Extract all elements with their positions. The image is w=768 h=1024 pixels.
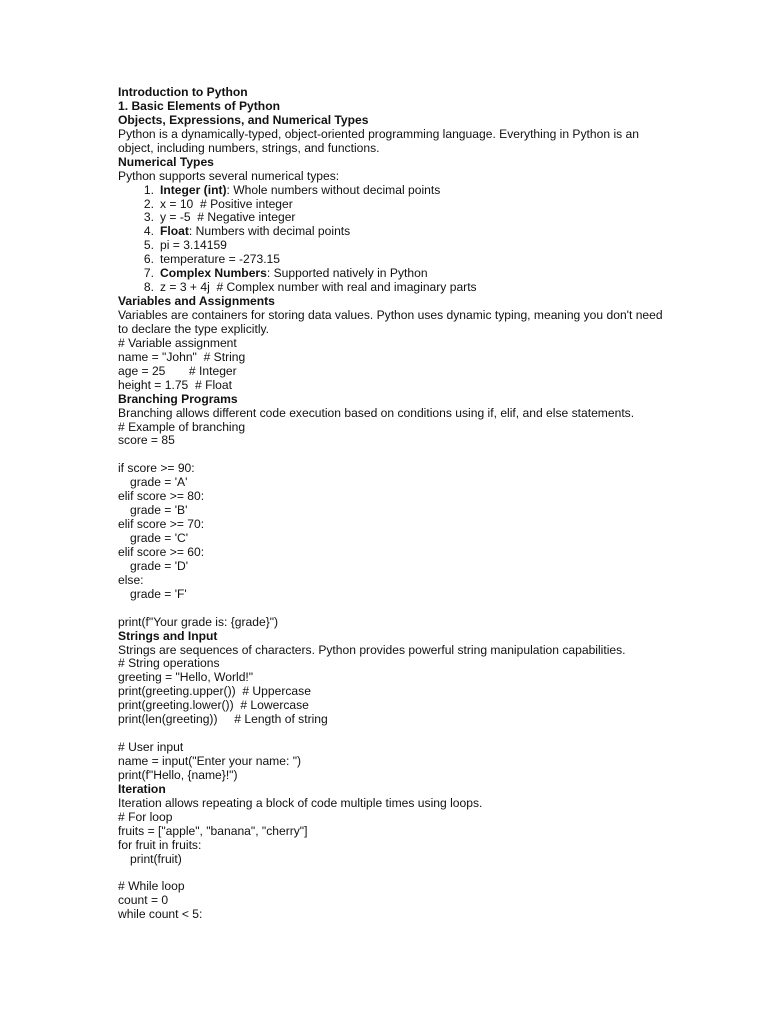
list-item-number: 4. [143, 224, 154, 239]
subsection-heading-iteration: Iteration [118, 781, 166, 796]
document-body [118, 85, 663, 922]
list-item-number: 1. [143, 182, 154, 197]
paragraph-line: Iteration allows repeating a block of code multiple times using loops. [118, 795, 483, 810]
list-item-text: : Whole numbers without decimal points [226, 182, 441, 197]
list-item [118, 281, 658, 295]
code-line: elif score >= 70: [118, 517, 205, 532]
code-line: # User input [118, 740, 184, 755]
code-block-strings [118, 657, 658, 782]
list-item-number: 8. [143, 280, 154, 295]
code-block-branching [118, 421, 658, 630]
list-item-number: 7. [143, 266, 154, 281]
list-item [118, 253, 658, 267]
code-line: # Example of branching [118, 419, 246, 434]
numbered-list [118, 184, 658, 296]
code-line: print(f"Your grade is: {grade}") [118, 614, 279, 629]
list-item-text: x = 10 # Positive integer [160, 196, 293, 211]
paragraph-line: to declare the type explicitly. [118, 321, 270, 336]
list-item-text: temperature = -273.15 [160, 252, 281, 267]
blank-line [118, 602, 658, 616]
list-item-text: : Numbers with decimal points [188, 224, 351, 239]
code-line: name = "John" # String [118, 349, 246, 364]
subsection-heading-branching: Branching Programs [118, 391, 238, 406]
code-line: while count < 5: [118, 907, 203, 922]
list-item-text: : Supported natively in Python [266, 266, 428, 281]
code-line: count = 0 [118, 893, 169, 908]
subsection-heading-variables: Variables and Assignments [118, 294, 275, 309]
code-line: grade = 'F' [130, 586, 187, 601]
code-line: print(f"Hello, {name}!") [118, 767, 238, 782]
code-line: grade = 'A' [130, 475, 188, 490]
subsection-heading-numerical: Numerical Types [118, 154, 214, 169]
list-item-number: 2. [143, 196, 154, 211]
list-item [118, 211, 658, 225]
list-item-number: 5. [143, 238, 154, 253]
code-line: elif score >= 60: [118, 544, 205, 559]
blank-line [118, 727, 658, 741]
list-item-text: z = 3 + 4j # Complex number with real and imaginary parts [160, 280, 477, 295]
code-line: grade = 'C' [130, 531, 189, 545]
list-item [118, 239, 658, 253]
blank-line [118, 867, 658, 881]
list-item [118, 184, 658, 198]
code-line: greeting = "Hello, World!" [118, 670, 254, 685]
list-item-number: 6. [143, 252, 154, 267]
code-line: # For loop [118, 809, 173, 824]
code-line: print(greeting.lower()) # Lowercase [118, 698, 309, 713]
blank-line [118, 448, 658, 462]
code-block-iteration [118, 811, 658, 923]
paragraph-line: Strings are sequences of characters. Python provides powerful string manipulation capabilities. [118, 642, 626, 657]
paragraph-line: Python supports several numerical types: [118, 168, 340, 183]
section-heading: 1. Basic Elements of Python [118, 98, 280, 113]
list-item-term: Complex Numbers [160, 266, 267, 281]
list-item-term: Float [160, 224, 189, 239]
code-line: # String operations [118, 656, 220, 671]
code-line: # Variable assignment [118, 335, 237, 350]
paragraph-line: Branching allows different code execution based on conditions using if, elif, and else statements. [118, 405, 635, 420]
code-line: age = 25 # Integer [118, 363, 237, 378]
code-line: grade = 'D' [130, 558, 189, 573]
list-item [118, 267, 658, 281]
code-line: print(len(greeting)) # Length of string [118, 712, 328, 727]
paragraph-line: object, including numbers, strings, and functions. [118, 140, 380, 155]
list-item [118, 225, 658, 239]
code-line: print(greeting.upper()) # Uppercase [118, 684, 311, 699]
code-line: name = input("Enter your name: ") [118, 754, 302, 768]
paragraph-line: Python is a dynamically-typed, object-oriented programming language. Everything in Python is an [118, 126, 639, 141]
code-line: if score >= 90: [118, 461, 195, 476]
list-item-number: 3. [143, 210, 154, 225]
list-item-term: Integer (int) [160, 182, 227, 197]
list-item-text: pi = 3.14159 [160, 238, 227, 253]
code-line: print(fruit) [130, 851, 182, 866]
code-line: else: [118, 572, 144, 587]
code-line: grade = 'B' [130, 503, 188, 518]
code-line: # While loop [118, 879, 185, 894]
list-item [118, 198, 658, 212]
subsection-heading-objects: Objects, Expressions, and Numerical Types [118, 112, 369, 127]
paragraph-line: Variables are containers for storing data values. Python uses dynamic typing, meaning you don't need [118, 308, 663, 322]
document-title: Introduction to Python [118, 85, 248, 99]
code-line: fruits = ["apple", "banana", "cherry"] [118, 823, 308, 838]
code-line: height = 1.75 # Float [118, 377, 232, 392]
code-line: for fruit in fruits: [118, 837, 202, 852]
code-line: elif score >= 80: [118, 489, 205, 504]
subsection-heading-strings: Strings and Input [118, 628, 218, 643]
code-line: score = 85 [118, 433, 175, 448]
list-item-text: y = -5 # Negative integer [160, 210, 296, 225]
